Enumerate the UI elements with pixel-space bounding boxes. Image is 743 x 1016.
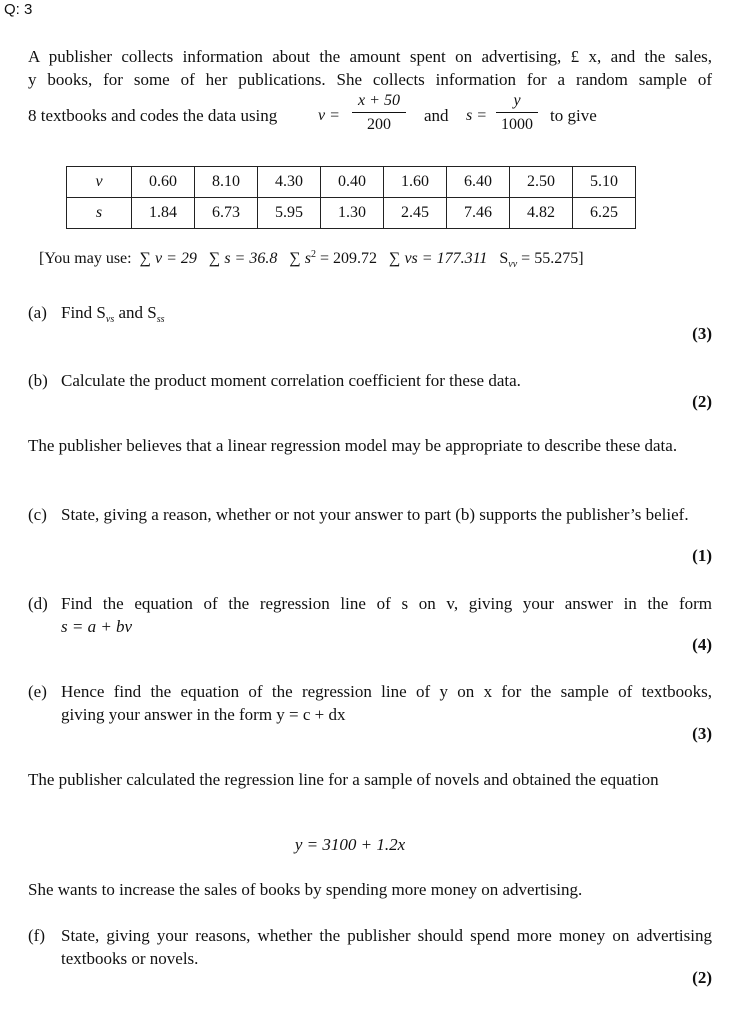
table-cell: 6.73 — [195, 198, 258, 229]
table-cell: 1.84 — [132, 198, 195, 229]
wants-paragraph: She wants to increase the sales of books by spending more money on advertising. — [28, 880, 583, 899]
publisher-believes: The publisher believes that a linear regression model may be appropriate to describe these data. — [28, 436, 678, 455]
table-cell: 6.25 — [573, 198, 636, 229]
question-number: Q: 3 — [4, 1, 33, 18]
table-cell: 5.10 — [573, 167, 636, 198]
data-table — [66, 166, 636, 229]
intro-line-3-text: 8 textbooks and codes the data using — [28, 106, 278, 125]
v-equals: v = — [318, 107, 340, 124]
intro-line-1: A publisher collects information about the amount spent on advertising, £ x, and the sales, — [28, 47, 712, 66]
table-cell: 2.45 — [384, 198, 447, 229]
part-b-label: (b) — [28, 371, 48, 390]
part-c — [28, 503, 712, 526]
table-cell: 0.60 — [132, 167, 195, 198]
part-f-label: (f) — [28, 926, 45, 945]
and-word: and — [424, 106, 449, 125]
intro-line-2: y books, for some of her publications. She collects information for a random sample of — [28, 70, 712, 89]
part-d-text-line-2: s = a + bv — [61, 617, 133, 636]
v-numerator: x + 50 — [358, 92, 400, 109]
table-row-s — [67, 198, 636, 229]
part-d-label: (d) — [28, 594, 48, 613]
part-d-marks: (4) — [692, 635, 712, 654]
novel-equation: y = 3100 + 1.2x — [294, 835, 406, 854]
part-f-marks: (2) — [692, 968, 712, 987]
intro-line-3 — [28, 104, 277, 127]
table-cell: 1.60 — [384, 167, 447, 198]
part-d-text-line-1: Find the equation of the regression line of s on v, giving your answer in the form — [61, 594, 712, 613]
sum-v: ∑ v = 29 — [139, 250, 197, 267]
table-cell: 4.82 — [510, 198, 573, 229]
table-cell: 8.10 — [195, 167, 258, 198]
part-b-marks: (2) — [692, 392, 712, 411]
to-give: to give — [550, 106, 597, 125]
table-row-v — [67, 167, 636, 198]
v-denominator: 200 — [367, 116, 391, 133]
you-may-use-open: [You may use: — [39, 250, 132, 267]
sum-s2: ∑ $s^2 = 209.72$ — [289, 249, 378, 267]
table-cell: 1.30 — [321, 198, 384, 229]
table-cell: 4.30 — [258, 167, 321, 198]
part-f-text: State, giving your reasons, whether the publisher should spend more money on advertising textbooks or novels. — [61, 926, 712, 968]
part-c-text: State, giving a reason, whether or not your answer to part (b) supports the publisher’s belief. — [61, 505, 689, 524]
s-fraction — [496, 91, 538, 135]
part-c-marks: (1) — [692, 546, 712, 565]
part-b-text: Calculate the product moment correlation coefficient for these data. — [61, 371, 521, 390]
v-fraction — [352, 91, 406, 135]
part-a — [28, 301, 712, 327]
part-e-text-line-1: Hence find the equation of the regression line of y on x for the sample of textbooks, — [61, 682, 712, 701]
s-numerator: y — [513, 92, 521, 109]
part-b — [28, 369, 712, 392]
row-header: v — [67, 167, 132, 198]
table-cell: 7.46 — [447, 198, 510, 229]
novels-paragraph: The publisher calculated the regression line for a sample of novels and obtained the equation — [28, 770, 659, 789]
part-a-text: Find $S_{vs}$ and $S_{ss}$ — [61, 303, 165, 325]
you-may-use — [39, 247, 584, 272]
fraction-bar — [352, 112, 406, 113]
s-equals: s = — [466, 107, 488, 124]
fraction-bar — [496, 112, 538, 113]
part-c-label: (c) — [28, 505, 47, 524]
table-cell: 6.40 — [447, 167, 510, 198]
row-header: s — [67, 198, 132, 229]
s-denominator: 1000 — [501, 116, 533, 133]
part-e — [28, 680, 712, 726]
part-a-marks: (3) — [692, 324, 712, 343]
sum-vs: ∑ vs = 177.311 — [389, 250, 488, 267]
table-cell: 5.95 — [258, 198, 321, 229]
table-cell: 0.40 — [321, 167, 384, 198]
part-e-marks: (3) — [692, 724, 712, 743]
part-d — [28, 592, 712, 638]
part-e-label: (e) — [28, 682, 47, 701]
svv: $S_{vv} = 55.275$] — [499, 250, 584, 270]
sum-s: ∑ s = 36.8 — [208, 250, 278, 267]
table-cell: 2.50 — [510, 167, 573, 198]
part-e-text-line-2: giving your answer in the form y = c + dx — [61, 705, 346, 724]
part-a-label: (a) — [28, 303, 47, 322]
part-f — [28, 924, 712, 970]
